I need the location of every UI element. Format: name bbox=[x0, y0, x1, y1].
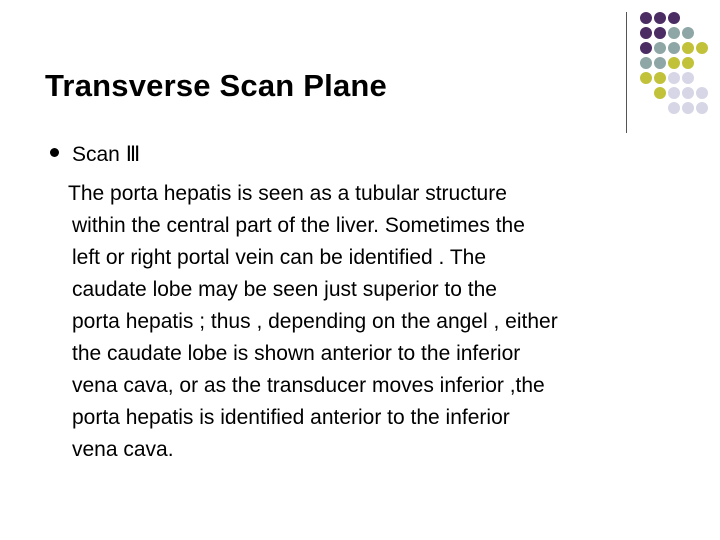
decorative-dot bbox=[640, 42, 652, 54]
decorative-dot bbox=[682, 87, 694, 99]
decorative-dot bbox=[682, 57, 694, 69]
bullet-heading: Scan Ⅲ bbox=[72, 143, 141, 166]
decorative-dot bbox=[696, 87, 708, 99]
decorative-divider bbox=[626, 12, 627, 133]
decorative-dot bbox=[682, 27, 694, 39]
bullet-body-text bbox=[68, 178, 692, 466]
body-line: the caudate lobe is shown anterior to the inferior bbox=[72, 342, 521, 365]
decorative-dot-pattern bbox=[638, 10, 718, 120]
decorative-dot bbox=[696, 42, 708, 54]
decorative-dot bbox=[668, 57, 680, 69]
decorative-dot bbox=[640, 27, 652, 39]
bullet-icon bbox=[50, 148, 59, 157]
decorative-dot bbox=[682, 72, 694, 84]
decorative-dot bbox=[640, 12, 652, 24]
body-line: porta hepatis is identified anterior to the inferior bbox=[72, 406, 510, 429]
decorative-dot bbox=[668, 72, 680, 84]
body-line: vena cava. bbox=[72, 438, 174, 461]
decorative-dot bbox=[654, 42, 666, 54]
decorative-dot bbox=[640, 57, 652, 69]
decorative-dot bbox=[668, 27, 680, 39]
decorative-dot bbox=[654, 57, 666, 69]
body-line: left or right portal vein can be identified . The bbox=[72, 246, 487, 269]
decorative-dot bbox=[668, 12, 680, 24]
body-line: The porta hepatis is seen as a tubular structure bbox=[68, 182, 507, 205]
decorative-dot bbox=[640, 72, 652, 84]
body-line: porta hepatis ; thus , depending on the angel , either bbox=[72, 310, 558, 333]
decorative-dot bbox=[654, 72, 666, 84]
decorative-dot bbox=[654, 12, 666, 24]
slide-title: Transverse Scan Plane bbox=[45, 68, 387, 103]
decorative-dot bbox=[682, 42, 694, 54]
body-line: vena cava, or as the transducer moves inferior ,the bbox=[72, 374, 545, 397]
decorative-dot bbox=[654, 27, 666, 39]
decorative-dot bbox=[654, 87, 666, 99]
decorative-dot bbox=[668, 102, 680, 114]
decorative-dot bbox=[682, 102, 694, 114]
decorative-dot bbox=[668, 87, 680, 99]
decorative-dot bbox=[696, 102, 708, 114]
body-line: within the central part of the liver. Sometimes the bbox=[72, 214, 525, 237]
decorative-dot bbox=[668, 42, 680, 54]
body-line: caudate lobe may be seen just superior to the bbox=[72, 278, 497, 301]
